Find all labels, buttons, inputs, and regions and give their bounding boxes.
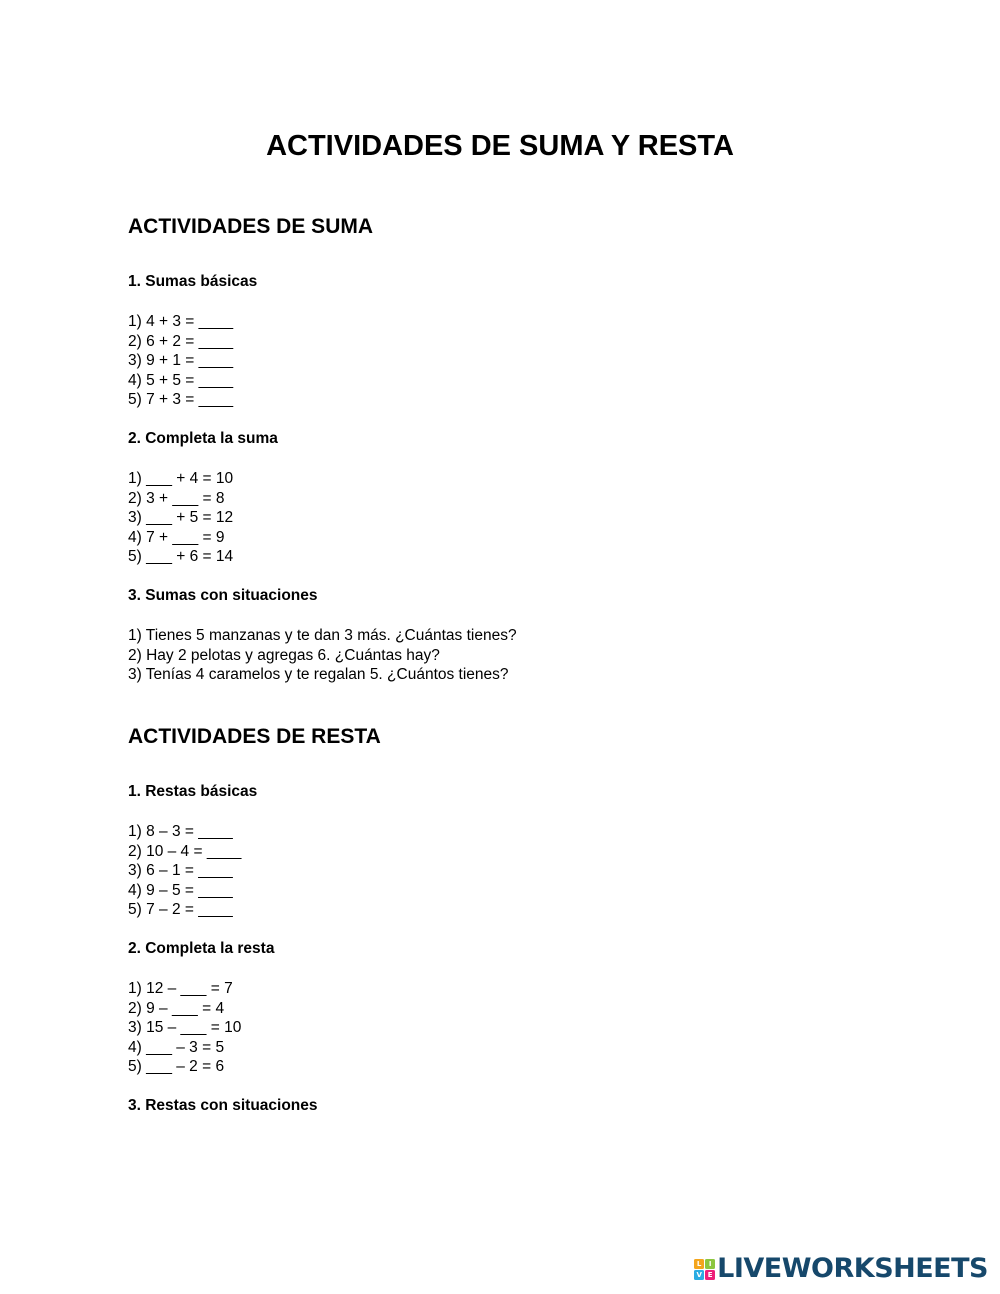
list-item: 3) ___ + 5 = 12 [128,509,234,527]
logo-block: E [705,1270,715,1280]
list-item: 1) 12 – ___ = 7 [128,980,233,997]
liveworksheets-logo [694,1254,988,1284]
restas-basicas-list [128,822,241,920]
list-item: 2) 6 + 2 = ____ [128,332,234,350]
page-title: ACTIVIDADES DE SUMA Y RESTA [266,130,734,162]
list-item: 5) 7 – 2 = ____ [128,901,233,919]
list-item: 2) 9 – ___ = 4 [128,999,225,1017]
list-item: 5) 7 + 3 = ____ [128,391,234,409]
completa-resta-heading: 2. Completa la resta [128,940,275,957]
logo-block: L [694,1259,704,1269]
sumas-situaciones-heading: 3. Sumas con situaciones [128,587,318,604]
list-item: 4) 9 – 5 = ____ [128,881,233,899]
restas-basicas-heading: 1. Restas básicas [128,783,258,800]
list-item: 5) ___ – 2 = 6 [128,1058,225,1076]
list-item: 1) ___ + 4 = 10 [128,470,234,487]
list-item: 4) ___ – 3 = 5 [128,1038,225,1056]
list-item: 2) 3 + ___ = 8 [128,489,225,507]
logo-block: V [694,1270,704,1280]
list-item: 3) Tenías 4 caramelos y te regalan 5. ¿Cuántos tienes? [128,666,509,684]
restas-situaciones-heading: 3. Restas con situaciones [128,1097,318,1114]
sumas-basicas-list [128,312,233,410]
list-item: 3) 15 – ___ = 10 [128,1019,242,1037]
suma-section-heading: ACTIVIDADES DE SUMA [128,215,374,238]
list-item: 1) 8 – 3 = ____ [128,823,233,840]
logo-block: I [705,1259,715,1269]
completa-resta-list [128,979,241,1077]
list-item: 1) Tienes 5 manzanas y te dan 3 más. ¿Cuántas tienes? [128,627,517,644]
completa-suma-heading: 2. Completa la suma [128,430,278,447]
list-item: 5) ___ + 6 = 14 [128,548,234,566]
list-item: 4) 7 + ___ = 9 [128,528,225,546]
list-item: 4) 5 + 5 = ____ [128,371,234,389]
list-item: 2) 10 – 4 = ____ [128,842,242,860]
list-item: 3) 6 – 1 = ____ [128,862,233,880]
list-item: 1) 4 + 3 = ____ [128,313,234,330]
logo-text: LIVEWORKSHEETS [717,1253,988,1284]
sumas-situaciones-list [128,626,517,685]
resta-section-heading: ACTIVIDADES DE RESTA [128,725,381,748]
list-item: 2) Hay 2 pelotas y agregas 6. ¿Cuántas hay? [128,646,440,664]
sumas-basicas-heading: 1. Sumas básicas [128,273,258,290]
logo-blocks-icon [694,1259,715,1280]
completa-suma-list [128,469,233,567]
list-item: 3) 9 + 1 = ____ [128,352,234,370]
